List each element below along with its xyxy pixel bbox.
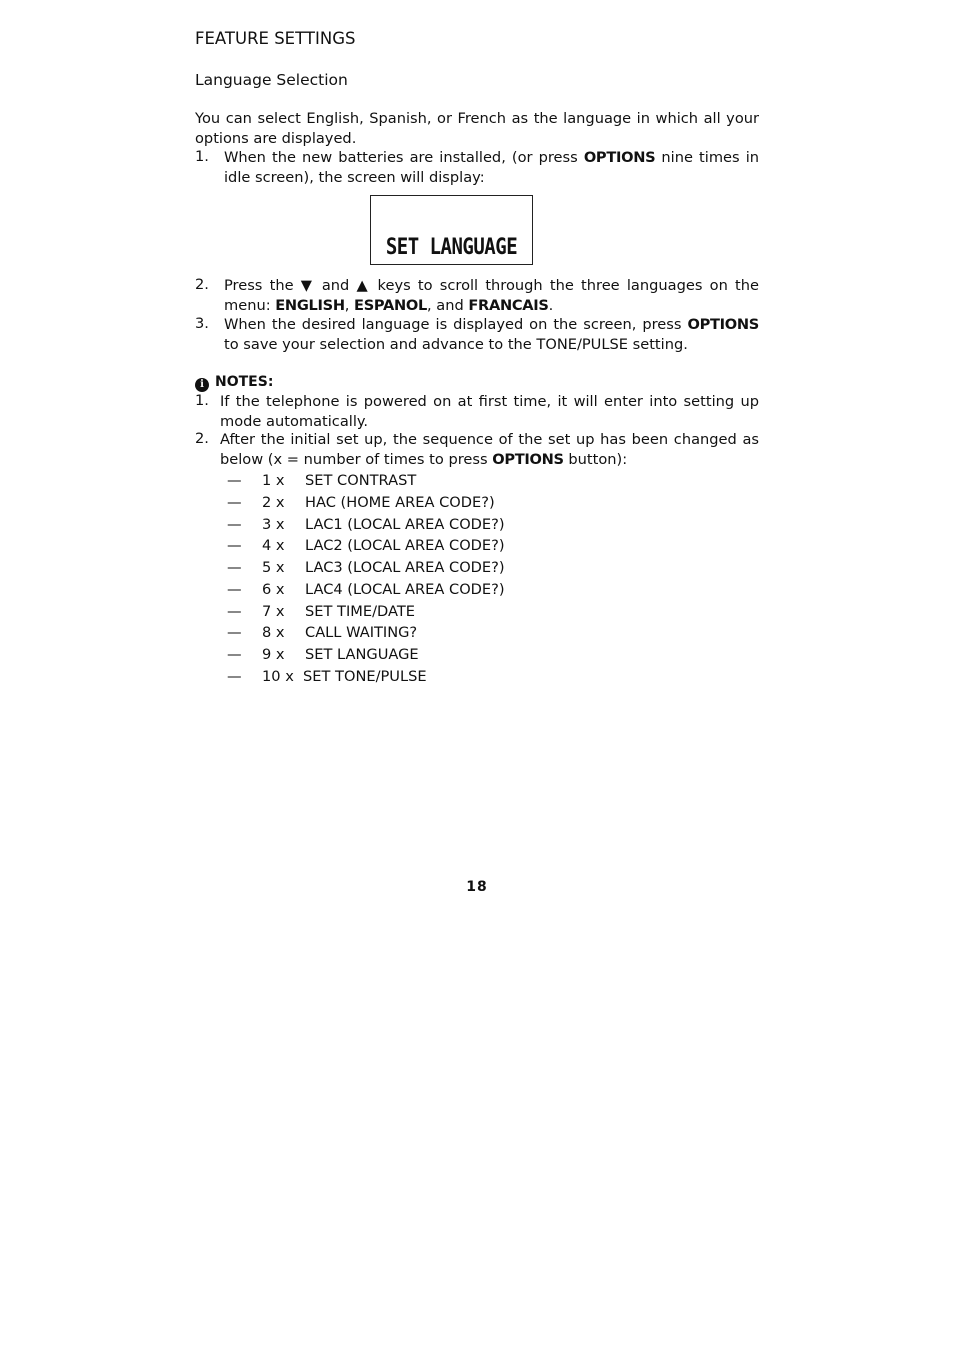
setup-sequence-list: — 1 x SET CONTRAST — 2 x HAC (HOME AREA CODE?) — 3 x LAC1 (LOCAL AREA CODE?) — 4 x LAC2 (LOCAL AREA CODE?) — 5 x LAC3 (LOCAL AREA CODE?) — 6 x LAC4 (LOCAL AREA CODE?) — 7 x SET TIME/DATE — 8 x CALL WAITING? — 9 x SET LANGUAGE — 10 x SET TONE/PULSE: [227, 472, 505, 685]
language-option: ENGLISH: [275, 296, 345, 314]
options-key-label: OPTIONS: [687, 316, 759, 333]
subsection-heading: Language Selection: [195, 71, 348, 89]
lcd-screen: [370, 195, 533, 265]
page-number: 18: [466, 879, 488, 895]
language-option: FRANCAIS: [468, 296, 549, 314]
section-heading: FEATURE SETTINGS: [195, 29, 356, 48]
step-text: When the new batteries are installed, (or press OPTIONS nine times in idle screen), the screen will display:: [224, 149, 760, 186]
note-number: 2.: [195, 430, 209, 447]
step-number: 1.: [195, 148, 209, 165]
up-arrow-icon: ▲: [356, 277, 371, 294]
note-text: After the initial set up, the sequence of the set up has been changed as below (x = number of times to press OPTIONS button):: [220, 431, 759, 468]
lcd-display-text: SET LANGUAGE: [385, 234, 518, 260]
notes-label: NOTES:: [215, 374, 274, 390]
note-number: 1.: [195, 392, 209, 409]
step-text: Press the ▼ and ▲ keys to scroll through the three languages on the menu: ENGLISH, ESPANOL, and FRANCAIS.: [224, 277, 759, 314]
step-number: 3.: [195, 315, 209, 332]
notes-header: [195, 373, 273, 392]
intro-paragraph: You can select English, Spanish, or French as the language in which all your options are displayed.: [195, 110, 759, 147]
step-text: When the desired language is displayed on the screen, press OPTIONS to save your selection and advance to the TONE/PULSE setting.: [224, 316, 759, 353]
step-number: 2.: [195, 276, 209, 293]
note-text: If the telephone is powered on at first time, it will enter into setting up mode automatically.: [220, 393, 759, 430]
info-icon: i: [195, 378, 209, 392]
down-arrow-icon: ▼: [300, 277, 315, 294]
options-key-label: OPTIONS: [583, 149, 656, 166]
language-option: ESPANOL: [354, 296, 427, 314]
options-key-label: OPTIONS: [492, 450, 564, 468]
